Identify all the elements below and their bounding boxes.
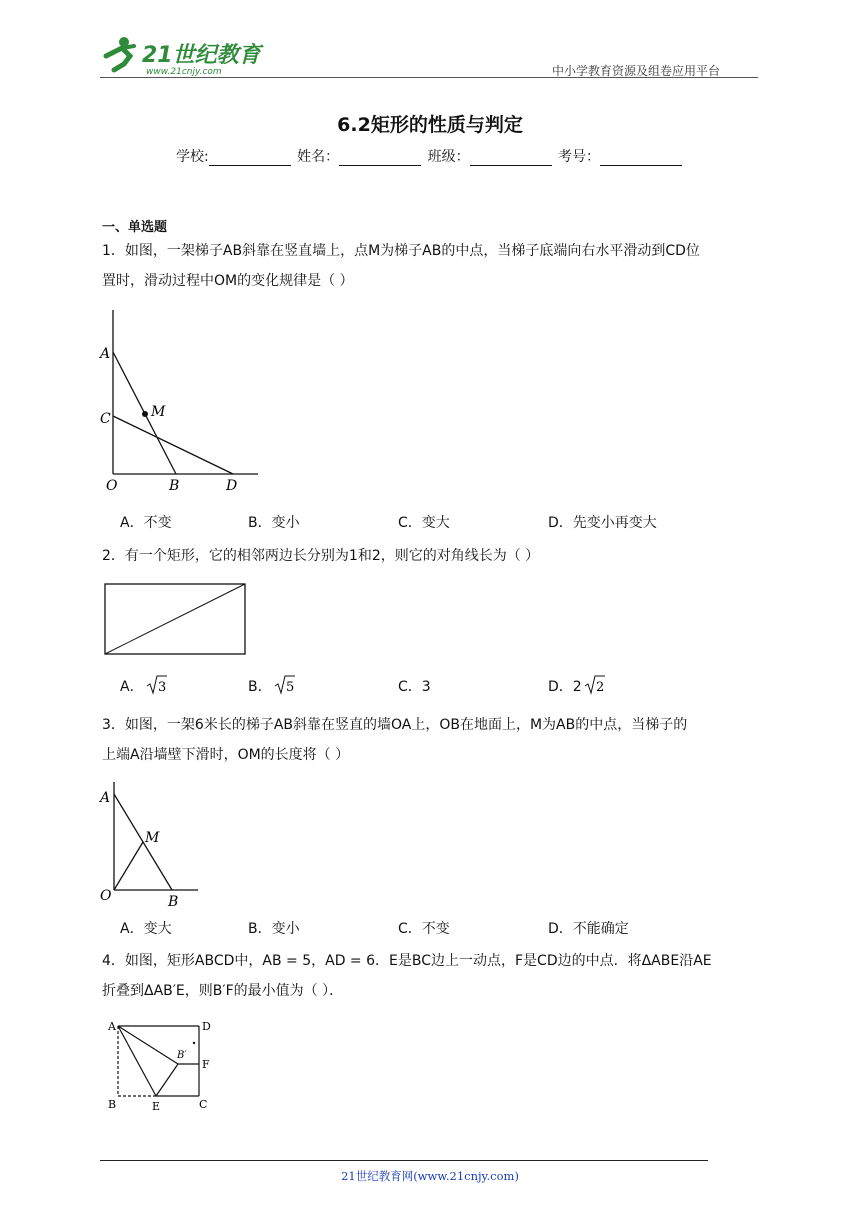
question-1-line2: 置时，滑动过程中OM的变化规律是（ ） bbox=[102, 273, 354, 289]
name-blank[interactable] bbox=[339, 151, 421, 166]
fig4-label-d: D bbox=[202, 1020, 211, 1033]
fig1-label-c: C bbox=[100, 411, 111, 427]
class-blank[interactable] bbox=[470, 151, 552, 166]
page-title: 6.2矩形的性质与判定 bbox=[337, 114, 523, 136]
q2-option-c[interactable]: C．3 bbox=[398, 679, 431, 695]
examno-label: 考号： bbox=[558, 149, 601, 165]
q2-option-b[interactable] bbox=[248, 676, 272, 696]
fig4-label-a: A bbox=[108, 1020, 116, 1033]
fig3-label-b: B bbox=[168, 894, 179, 910]
question-1-text bbox=[102, 236, 762, 296]
question-2-figure bbox=[104, 583, 248, 661]
sqrt-5 bbox=[274, 674, 296, 700]
question-1-figure bbox=[98, 306, 268, 500]
q3-option-b[interactable]: B．变小 bbox=[248, 921, 300, 937]
question-2-text bbox=[102, 541, 762, 571]
q3-option-d[interactable]: D．不能确定 bbox=[548, 921, 629, 937]
fig1-label-m: M bbox=[151, 404, 166, 420]
footer-text: 21世纪教育网(www.21cnjy.com) bbox=[341, 1169, 519, 1183]
logo bbox=[94, 34, 264, 80]
sqrt-3 bbox=[146, 674, 168, 700]
header-rule bbox=[100, 77, 758, 78]
question-4-text bbox=[102, 946, 762, 1006]
question-3-line1: 3．如图，一架6米长的梯子AB斜靠在竖直的墙OA上，OB在地面上，M为AB的中点，当梯子的 bbox=[102, 717, 688, 733]
school-blank[interactable] bbox=[209, 151, 291, 166]
header-right-text: 中小学教育资源及组卷应用平台 bbox=[552, 64, 721, 78]
question-4-figure bbox=[104, 1016, 222, 1120]
question-4-line2: 折叠到ΔAB′E，则B′F的最小值为（ ）． bbox=[102, 983, 344, 999]
fig1-label-d: D bbox=[226, 478, 238, 494]
q2-option-b-label: B． bbox=[248, 679, 272, 695]
q3-option-a[interactable]: A．变大 bbox=[120, 921, 172, 937]
question-3-figure bbox=[98, 778, 208, 916]
fig4-label-c: C bbox=[199, 1098, 208, 1111]
examno-blank[interactable] bbox=[600, 151, 682, 166]
name-label: 姓名： bbox=[297, 149, 340, 165]
q1-option-c[interactable]: C．变大 bbox=[398, 515, 450, 531]
question-1-line1: 1．如图，一架梯子AB斜靠在竖直墙上，点M为梯子AB的中点，当梯子底端向右水平滑动到CD位 bbox=[102, 243, 700, 259]
sqrt-3-value: 3 bbox=[158, 680, 167, 695]
student-info bbox=[0, 146, 860, 166]
q1-option-b[interactable]: B．变小 bbox=[248, 515, 300, 531]
question-3-text bbox=[102, 710, 762, 770]
fig1-label-o: O bbox=[106, 478, 118, 494]
sqrt-5-value: 5 bbox=[286, 680, 295, 695]
fig4-label-b: B bbox=[108, 1098, 117, 1111]
sqrt-2 bbox=[584, 674, 606, 700]
sqrt-2-value: 2 bbox=[596, 680, 605, 695]
q2-option-a-label: A． bbox=[120, 679, 144, 695]
q2-option-d-label: D．2 bbox=[548, 679, 582, 695]
question-4-line1: 4．如图，矩形ABCD中，AB = 5，AD = 6．E是BC边上一动点，F是CD边的中点．将ΔABE沿AE bbox=[102, 953, 712, 969]
q3-option-c[interactable]: C．不变 bbox=[398, 921, 450, 937]
q2-option-a[interactable] bbox=[120, 676, 144, 696]
fig3-label-o: O bbox=[100, 888, 112, 904]
question-2-line1: 2．有一个矩形，它的相邻两边长分别为1和2，则它的对角线长为（ ） bbox=[102, 548, 540, 564]
footer-rule bbox=[100, 1160, 708, 1161]
fig3-label-a: A bbox=[100, 790, 111, 806]
section-heading: 一、单选题 bbox=[102, 220, 168, 235]
logo-text: 21世纪教育 bbox=[142, 43, 261, 68]
question-3-line2: 上端A沿墙壁下滑时，OM的长度将（ ） bbox=[102, 747, 350, 763]
school-label: 学校: bbox=[175, 149, 209, 165]
q1-option-a[interactable]: A．不变 bbox=[120, 515, 172, 531]
fig4-label-e: E bbox=[152, 1100, 161, 1113]
fig3-label-m: M bbox=[145, 830, 160, 846]
logo-url: www.21cnjy.com bbox=[146, 67, 222, 76]
class-label: 班级： bbox=[427, 149, 470, 165]
fig4-label-f: F bbox=[202, 1058, 210, 1071]
q1-option-d[interactable]: D．先变小再变大 bbox=[548, 515, 657, 531]
fig4-label-bprime: B′ bbox=[177, 1050, 187, 1061]
fig1-label-a: A bbox=[100, 346, 111, 362]
fig1-label-b: B bbox=[169, 478, 180, 494]
q2-option-d[interactable] bbox=[548, 676, 582, 696]
